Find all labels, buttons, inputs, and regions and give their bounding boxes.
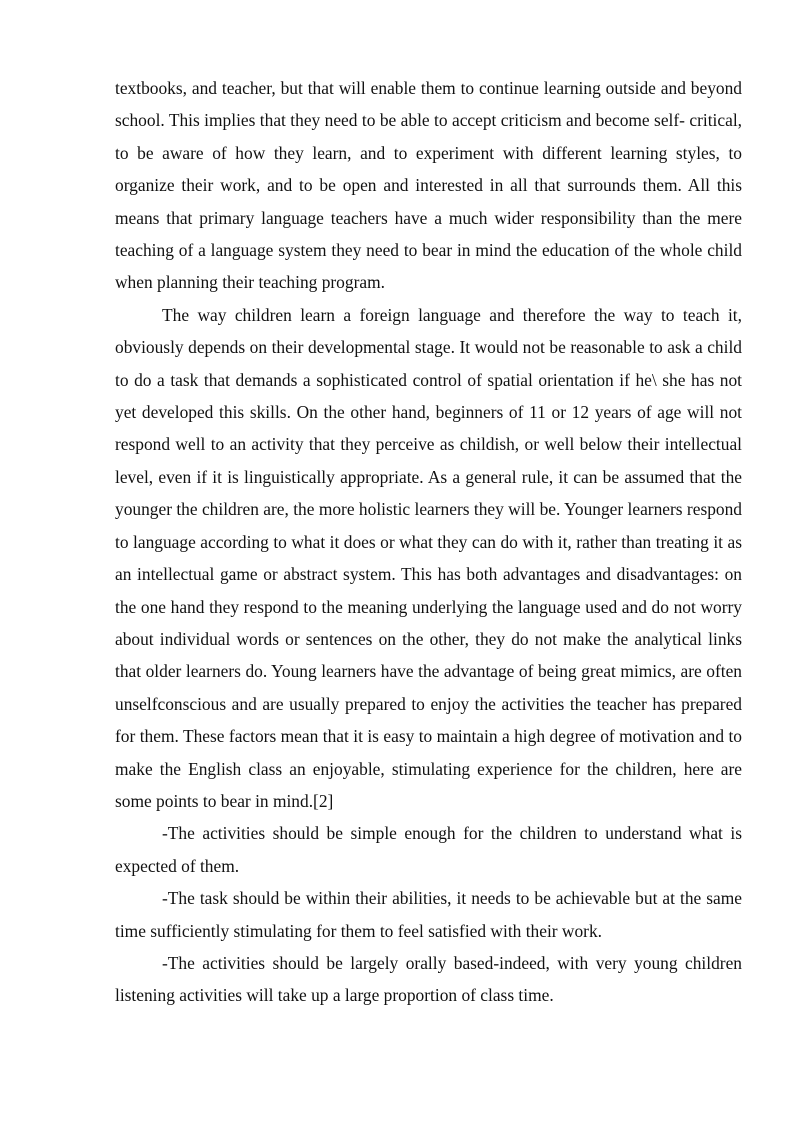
paragraph-continuation: textbooks, and teacher, but that will enable them to continue learning outside and beyond school. This implies that they need to be able to accept criticism and become self- critical, to be aware of how they learn, and to experiment with different learning styles, to organize their work, and to be open and interested in all that surrounds them. All this means that primary language teachers have a much wider responsibility than the mere teaching of a language system they need to bear in mind the education of the whole child when planning their teaching program.: [115, 78, 742, 293]
paragraph-developmental-stage: The way children learn a foreign language and therefore the way to teach it, obviously depends on their developmental stage. It would not be reasonable to ask a child to do a task that demands a sophisticated control of spatial orientation if he\ she has not yet developed this skills. On the other hand, beginners of 11 or 12 years of age will not respond well to an activity that they perceive as childish, or well below their intellectual level, even if it is linguistically appropriate. As a general rule, it can be assumed that the younger the children are, the more holistic learners they will be. Younger learners respond to language according to what it does or what they can do with it, rather than treating it as an intellectual game or abstract system. This has both advantages and disadvantages: on the one hand they respond to the meaning underlying the language used and do not worry about individual words or sentences on the other, they do not make the analytical links that older learners do. Young learners have the advantage of being great mimics, are often unselfconscious and are usually prepared to enjoy the activities the teacher has prepared for them. These factors mean that it is easy to maintain a high degree of motivation and to make the English class an enjoyable, stimulating experience for the children, here are some points to bear in mind.[2]: [115, 304, 742, 811]
bullet-simple-activities: -The activities should be simple enough for the children to understand what is expected of them.: [115, 823, 742, 876]
document-page: [115, 72, 742, 1012]
bullet-orally-based: -The activities should be largely orally based-indeed, with very young children listening activities will take up a large proportion of class time.: [115, 952, 742, 1006]
bullet-within-abilities: -The task should be within their abilities, it needs to be achievable but at the same time sufficiently stimulating for them to feel satisfied with their work.: [115, 888, 742, 941]
